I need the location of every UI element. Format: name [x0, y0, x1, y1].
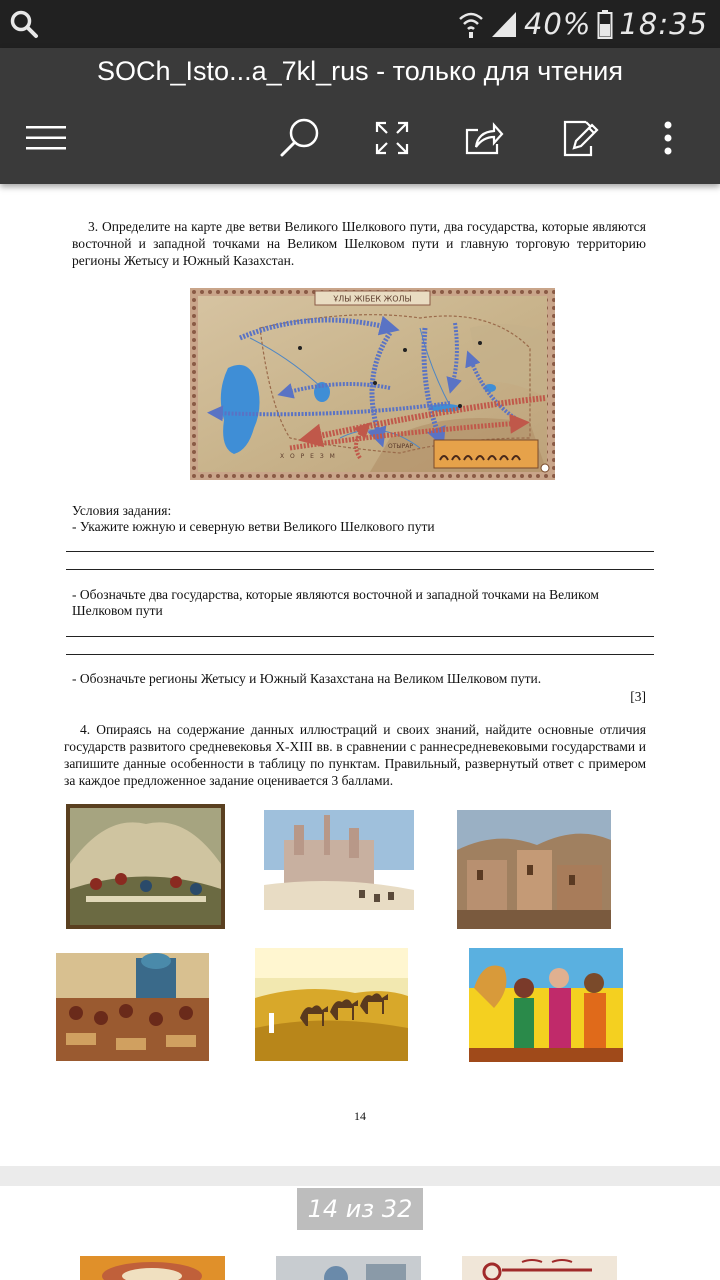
question-4-text: 4. Опираясь на содержание данных иллюстраций и своих знаний, найдите основные отличия государств развитого средневековья X-XIII вв. в сравнении с раннесредневековыми государствами и запишите данные особенности в таблицу по пунктам. Правильный, развернутый ответ с примером за каждое предложенное задание оценивается 3 баллами. [64, 722, 646, 788]
page-indicator: 14 из 32 [297, 1188, 423, 1230]
status-indicators [458, 6, 708, 42]
menu-icon[interactable] [22, 114, 70, 162]
document-title: SOCh_Isto...a_7kl_rus - только для чтения [97, 56, 623, 86]
question-3-text: 3. Определите на карте две ветви Великого Шелкового пути, два государства, которые являются восточной и западной точками на Великом Шелковом пути и главную торговую территорию регионы Жетысу и Южный Казахстан. [72, 219, 646, 268]
silk-road-map [190, 288, 555, 480]
page-number: 14 [354, 1109, 366, 1123]
map-label-otrar: ОТЫРАР [388, 443, 414, 450]
battery-icon [597, 9, 613, 39]
search-icon[interactable] [276, 114, 324, 162]
illustration-old-city-photo [457, 810, 611, 929]
app-toolbar [0, 48, 720, 184]
illustration-feast-painting [66, 804, 225, 929]
answer-line [66, 569, 654, 570]
answer-line [66, 551, 654, 552]
next-page-illustration [462, 1256, 617, 1280]
next-page-illustration [80, 1256, 225, 1280]
share-icon[interactable] [460, 114, 508, 162]
illustration-bazaar-painting [56, 953, 209, 1061]
more-icon[interactable] [644, 114, 692, 162]
task-2-text: - Обозначьте два государства, которые являются восточной и западной точками на Великом Шелковом пути [72, 587, 599, 618]
task-1-text: - Укажите южную и северную ветви Великого Шелкового пути [72, 519, 435, 534]
next-page-illustration [276, 1256, 421, 1280]
illustration-city-drawing [264, 810, 414, 926]
map-label-horezm: Х О Р Е З М [280, 453, 337, 460]
answer-line [66, 654, 654, 655]
conditions-heading: Условия задания: [72, 503, 172, 518]
illustration-market-cartoon [469, 948, 623, 1062]
edit-icon[interactable] [556, 114, 604, 162]
search-icon[interactable] [8, 8, 40, 40]
status-bar [0, 0, 720, 48]
score-label: [3] [630, 689, 646, 704]
wifi-icon [458, 9, 484, 39]
task-3-text: - Обозначьте регионы Жетысу и Южный Казахстана на Великом Шелковом пути. [72, 671, 542, 686]
map-title: ҰЛЫ ЖІБЕК ЖОЛЫ [333, 294, 412, 304]
clock: 18:35 [619, 7, 708, 41]
battery-percent: 40% [523, 7, 592, 41]
fullscreen-icon[interactable] [368, 114, 416, 162]
answer-line [66, 636, 654, 637]
illustration-caravan-desert [255, 948, 408, 1061]
document-page [0, 184, 720, 1166]
signal-icon [490, 9, 518, 39]
